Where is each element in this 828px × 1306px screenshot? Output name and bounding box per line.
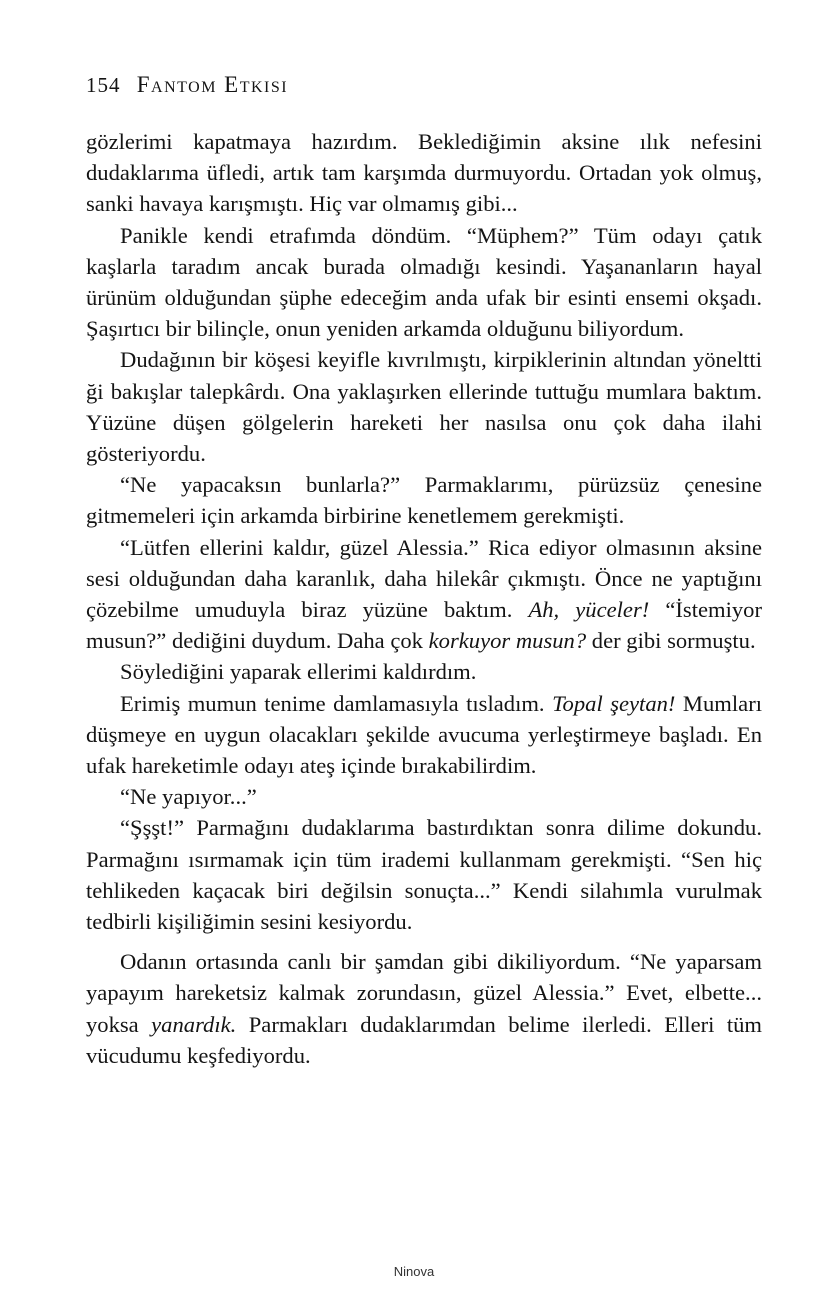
paragraph-10-italic: yanardık. bbox=[151, 1011, 237, 1037]
paragraph-7-text-a: Erimiş mumun tenime damlamasıyla tısladım. bbox=[120, 690, 545, 716]
paragraph-5-text-a: “Lütfen ellerini kaldır, güzel Alessia.” Rica ediyor olmasının aksine sesi olduğundan daha karanlık, daha hilekâr çıkmıştı. Önce ne yaptığını çözebilme umuduyla biraz yüzüne baktım. bbox=[86, 534, 762, 623]
paragraph-5 bbox=[86, 532, 762, 657]
paragraph-7 bbox=[86, 688, 762, 782]
publisher-footer: Ninova bbox=[393, 1264, 435, 1279]
paragraph-10 bbox=[86, 946, 762, 1071]
paragraph-2: Panikle kendi etrafımda döndüm. “Müphem?” Tüm odayı çatık kaşlarla taradım ancak burada olmadığı kesindi. Yaşananların hayal ürünüm olduğundan şüphe edeceğim anda ufak bir esinti ensemi okşadı. Şaşırtıcı bir bilinçle, onun yeniden arkamda olduğunu biliyordum. bbox=[86, 222, 762, 342]
paragraph-5-italic-2: korkuyor musun? bbox=[428, 628, 587, 654]
paragraph-3: Dudağının bir köşesi keyifle kıvrılmıştı, kirpiklerinin altından yöneltti ği bakışlar talepkârdı. Ona yaklaşırken ellerinde tuttuğu mumlara baktım. Yüzüne düşen gölgelerin hareketi her nasılsa onu çok daha ilahi gösteriyordu. bbox=[86, 347, 762, 467]
paragraph-7-text-b: Mumları düşmeye en uygun olacakları şekilde avucuma yerleştirmeye başladı. En ufak hareketimle odayı ateş içinde bırakabilirdim. bbox=[86, 690, 762, 779]
paragraph-5-text-b: “İstemiyor musun?” dediğini duydum. Daha çok bbox=[86, 597, 762, 654]
paragraph-10-text-b: Parmakları dudaklarımdan belime ilerledi. Elleri tüm vücudumu keşfediyordu. bbox=[86, 1011, 762, 1068]
body-text bbox=[86, 126, 762, 1071]
paragraph-8: “Ne yapıyor...” bbox=[120, 784, 257, 810]
paragraph-10-text-a: Odanın ortasında canlı bir şamdan gibi dikiliyordum. “Ne yaparsam yapayım hareketsiz kalmak zorundasın, güzel Alessia.” Evet, elbette... yoksa bbox=[86, 949, 762, 1037]
running-title: Fantom Etkisi bbox=[136, 72, 289, 97]
paragraph-4: “Ne yapacaksın bunlarla?” Parmaklarımı, pürüzsüz çenesine gitmemeleri için arkamda birbirine kenetlemem gerekmişti. bbox=[86, 472, 762, 529]
paragraph-9: “Şşşt!” Parmağını dudaklarıma bastırdıktan sonra dilime dokundu. Parmağını ısırmamak için tüm irademi kullanmam gerekmişti. “Sen hiç tehlikeden kaçacak biri değilsin sonuçta...” Kendi silahımla vurulmak tedbirli kişiliğimin sesini kesiyordu. bbox=[86, 815, 762, 935]
page-number: 154 bbox=[86, 73, 121, 97]
paragraph-7-italic: Topal şeytan! bbox=[552, 690, 676, 716]
running-header bbox=[86, 72, 288, 98]
paragraph-1: gözlerimi kapatmaya hazırdım. Beklediğimin aksine ılık nefesini dudaklarıma üfledi, artık tam karşımda durmuyordu. Ortadan yok olmuş, sanki havaya karışmıştı. Hiç var olmamış gibi... bbox=[86, 129, 762, 217]
paragraph-5-italic-1: Ah, yüceler! bbox=[528, 597, 650, 623]
paragraph-5-text-c: der gibi sormuştu. bbox=[591, 628, 756, 654]
paragraph-6: Söylediğini yaparak ellerimi kaldırdım. bbox=[120, 659, 477, 685]
